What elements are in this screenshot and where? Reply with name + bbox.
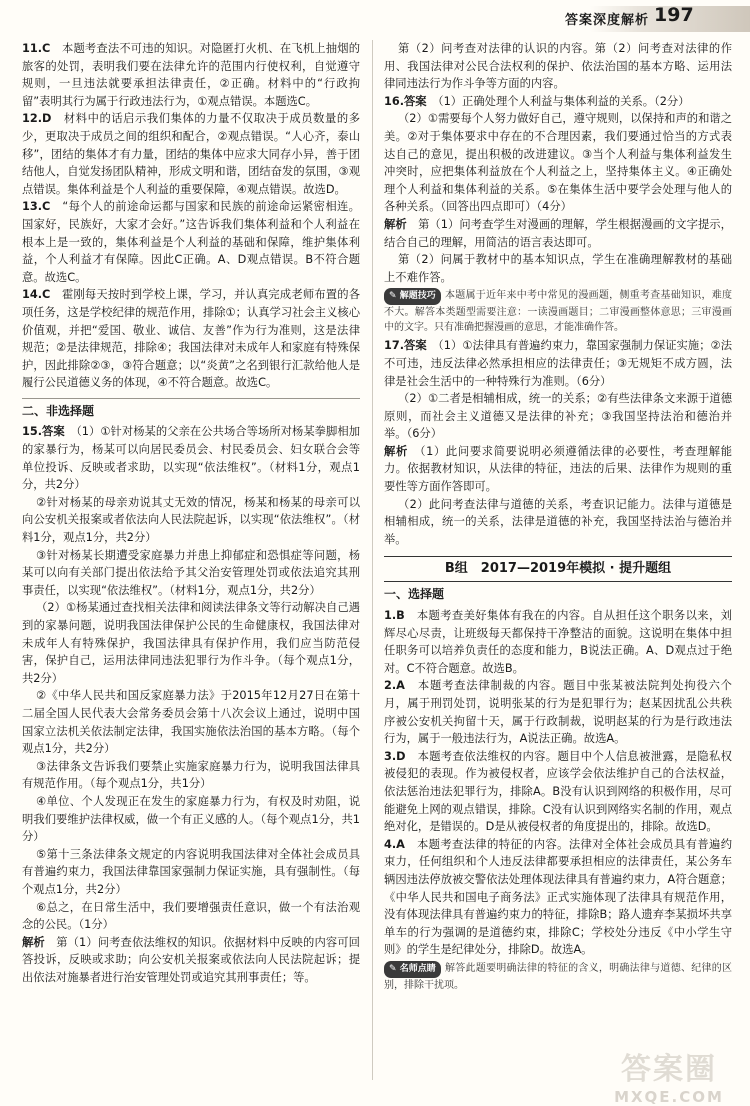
analysis-paragraph: 解析 第（1）问考查依法维权的知识。依据材料中反映的内容可回答投诉，反映或求助；向公安机关报案或依法向人民法院起诉；提出依法对施暴者进行治安管理处罚或追究其刑事责任；等。 [22, 935, 360, 984]
answer-item-11: 11.C 本题考查法不可违的知识。对隐匿打火机、在飞机上抽烟的旅客的处罚，表明我们要在法律允许的范围内行使权利，自觉遵守规则，一旦违法就要承担法律责任，②正确。材料中的“行政拘留”表明其行为属于行政违法行为，①观点错误。本题选C。 [22, 42, 360, 108]
section-title-nonchoice: 二、非选择题 [22, 403, 95, 418]
analysis-paragraph: 第（2）问属于教材中的基本知识点，学生在准确理解教材的基础上不难作答。 [384, 253, 732, 284]
analysis-paragraph: （2）此问考查法律与道德的关系，考查识记能力。法律与道德是相辅相成，统一的关系，法律是道德的补充，我国坚持法治与德治并举。 [384, 497, 732, 546]
answer-item-12: 12.D 材料中的话启示我们集体的力量不仅取决于成员数量的多少，更取决于成员之间的组织和配合，②观点错误。“人心齐，泰山移”，团结的集体才有力量，团结的集体中应求大同存小异，善于团结他人，自觉发扬团队精神，形成文明和谐，团结奋发的氛围，③观点错误。集体利益是个人利益的重要保障，④观点错误。故选D。 [22, 112, 360, 196]
answer-paragraph: （2）①杨某通过查找相关法律和阅读法律条文等行动解决自己遇到的家暴问题，说明我国法律保护公民的生命健康权，我国法律对未成年人有特殊保护，我国法律具有保护作用，我们应当防范侵害，保护自己，运用法律同违法犯罪行为作斗争。（每个观点1分，共2分） [22, 601, 360, 685]
watermark-logo: 答案圈 [621, 1052, 717, 1087]
teacher-tip-box: ✎ 名师点睛 解答此题要明确法律的特征的含义，明确法律与道德、纪律的区别，排除干扰项。 [384, 961, 732, 993]
analysis-paragraph: 解析 （1）此问要求简要说明必须遵循法律的必要性，考查理解能力。依据教材知识，从法律的特征，违法的后果、法律作为规则的重要性等方面作答即可。 [384, 444, 732, 494]
tip-badge: ✎ 解题技巧 [384, 288, 441, 305]
analysis-paragraph: 解析 第（1）问考查学生对漫画的理解，学生根据漫画的文字提示，结合自己的理解，用简洁的语言表达即可。 [384, 217, 732, 249]
analysis-paragraph: 第（2）问考查对法律的认识的内容。第（2）问考查对法律的作用、我国法律对公民合法权利的保护、依法治国的基本方略、运用法律同违法行为作斗争等方面的内容。 [384, 42, 732, 91]
answer-item-b2: 2.A 本题考查法律制裁的内容。题目中张某被法院判处拘役六个月，属于刑罚处罚，说明张某的行为是犯罪行为；赵某因扰乱公共秩序被公安机关拘留十天，属于行政制裁，说明赵某的行为是行政违法行为，属于一般违法行为，A说法正确。故选A。 [384, 679, 732, 746]
answer-item-16: 16.答案 （1）正确处理个人利益与集体利益的关系。（2分） [384, 94, 690, 108]
section-rule [22, 398, 360, 399]
header-title: 答案深度解析 [565, 13, 650, 28]
answer-paragraph: ⑤第十三条法律条文规定的内容说明我国法律对全体社会成员具有普遍约束力，我国法律靠国家强制力保证实施，具有强制性。（每个观点1分，共2分） [22, 847, 360, 896]
answer-paragraph: ③针对杨某长期遭受家庭暴力并患上抑郁症和恐惧症等问题，杨某可以向有关部门提出依法给予其父治安管理处罚或依法追究其刑事责任，以实现“依法维权”。（材料1分，观点1分，共2分） [22, 548, 360, 597]
answer-item-b4: 4.A 本题考查法律的特征的内容。法律对全体社会成员具有普遍约束力，任何组织和个人违反法律都要承担相应的法律责任，某公务车辆因违法停放被交警依法处理体现法律具有普遍约束力，A符合题意；《中华人民共和国电子商务法》正式实施体现了法律具有规范作用，没有体现法律具有普遍约束力的特征，排除B；路人遗弃李某损坏共享单车的行为强调的是道德约束，排除C；学校处分违反《中小学生守则》的学生是纪律处分，排除D。故选A。 [384, 837, 732, 957]
answer-item-13: 13.C “每个人的前途命运都与国家和民族的前途命运紧密相连。国家好，民族好，大家才会好。”这告诉我们集体利益和个人利益在根本上是一致的，集体利益是个人利益的基础和保障，维护集体利益，个人利益才有保障。因此C正确。A、D观点错误。B不符合题意。故选C。 [22, 200, 360, 284]
answer-item-b3: 3.D 本题考查依法维权的内容。题目中个人信息被泄露，是隐私权被侵犯的表现。作为被侵权者，应该学会依法维护自己的合法权益，依法惩治违法犯罪行为，排除A。B没有认识到网络的积极作用，尽可能避免上网的观点错误，排除。C没有认识到网络实名制的作用，观点绝对化，是错误的。D是从被侵权者的角度提出的，排除。故选D。 [384, 749, 732, 834]
site-watermark [594, 1044, 744, 1106]
teacher-tip-badge: ✎ 名师点睛 [384, 961, 441, 978]
section-title-choice: 一、选择题 [384, 587, 445, 602]
column-divider [372, 40, 373, 1080]
answer-paragraph: ⑥总之，在日常生活中，我们要增强责任意识，做一个有法治观念的公民。（1分） [22, 900, 360, 932]
page-header [0, 0, 750, 36]
watermark-url: MXQE.COM [614, 1088, 724, 1106]
answer-item-14: 14.C 霍刚每天按时到学校上课，学习，并认真完成老师布置的各项任务，这是学校纪律的规范作用，排除①；认真学习社会主义核心价值观，并把“爱国、敬业、诚信、友善”作为行为准则，这是法律规范；②是法律规范，排除④；我国法律对未成年人和家庭有特殊保护，因此排除②③，③符合题意；以“炎黄”之名到银行汇款给他人是履行公民道德义务的体现，④不符合题意。故选C。 [22, 288, 360, 390]
answer-paragraph: ③法律条文告诉我们要禁止实施家庭暴力行为，说明我国法律具有规范作用。（每个观点1分，共1分） [22, 759, 360, 791]
answer-item-17: 17.答案 （1）①法律具有普遍约束力，靠国家强制力保证实施；②法不可违，违反法律必然承担相应的法律责任；③无规矩不成方圆，法律是社会生活中的一种特殊行为准则。（6分） [384, 339, 733, 388]
right-column [384, 40, 732, 995]
answer-item-15: 15.答案 （1）①针对杨某的父亲在公共场合等场所对杨某拳脚相加的家暴行为，杨某可以向居民委员会、村民委员会、妇女联合会等单位投诉、反映或者求助，以实现“依法维权”。（材料1分，观点1分，共2分） [22, 425, 360, 492]
answer-item-b1: 1.B 本题考查美好集体有我在的内容。自从担任这个职务以来，刘辉尽心尽责，让班级每天都保持干净整洁的面貌。这说明在集体中担任职务可以培养负责任的态度和能力，B说法正确。A、D观点过于绝对。C不符合题意。故选B。 [384, 609, 732, 675]
answer-paragraph: （2）①二者是相辅相成，统一的关系；②有些法律条文来源于道德原则，而社会主义道德又是法律的补充；③我国坚持法治和德治并举。（6分） [384, 392, 732, 441]
answer-paragraph: ④单位、个人发现正在发生的家庭暴力行为，有权及时劝阻，说明我们要维护法律权威，做一个有正义感的人。（每个观点1分，共1分） [22, 794, 360, 844]
page-number: 197 [654, 4, 694, 26]
answer-paragraph: ②《中华人民共和国反家庭暴力法》于2015年12月27日在第十二届全国人民代表大会常务委员会第十八次会议上通过，说明中国国家立法机关依法制定法律，我国实施依法治国的基本方略。（每个观点1分，共2分） [22, 689, 360, 756]
answer-paragraph: （2）①需要每个人努力做好自己，遵守规则，以保持和声的和谐之美。②对于集体要求中存在的不合理因素，我们要通过恰当的方式表达自己的意见，提出积极的改进建议。③当个人利益与集体利益发生冲突时，应把集体利益放在个人利益之上，坚持集体主义。④正确处理个人利益和集体利益的关系。⑤在集体生活中要学会处理与他人的各种关系。（回答出四点即可）（4分） [384, 112, 732, 214]
tip-box: ✎ 解题技巧 本题属于近年来中考中常见的漫画题，侧重考查基础知识，难度不大。解答本类题型需要注意：一读漫画题目；二审漫画整体意思；三审漫画中的文字。只有准确把握漫画的意思，才能准确作答。 [384, 288, 732, 335]
answer-paragraph: ②针对杨某的母亲劝说其丈无效的情况，杨某和杨某的母亲可以向公安机关报案或者依法向人民法院起诉，以实现“依法维权”。（材料1分，观点1分，共2分） [22, 495, 360, 545]
group-title-bar: B组 2017—2019年模拟 · 提升题组 [384, 556, 732, 582]
left-column [22, 40, 360, 986]
